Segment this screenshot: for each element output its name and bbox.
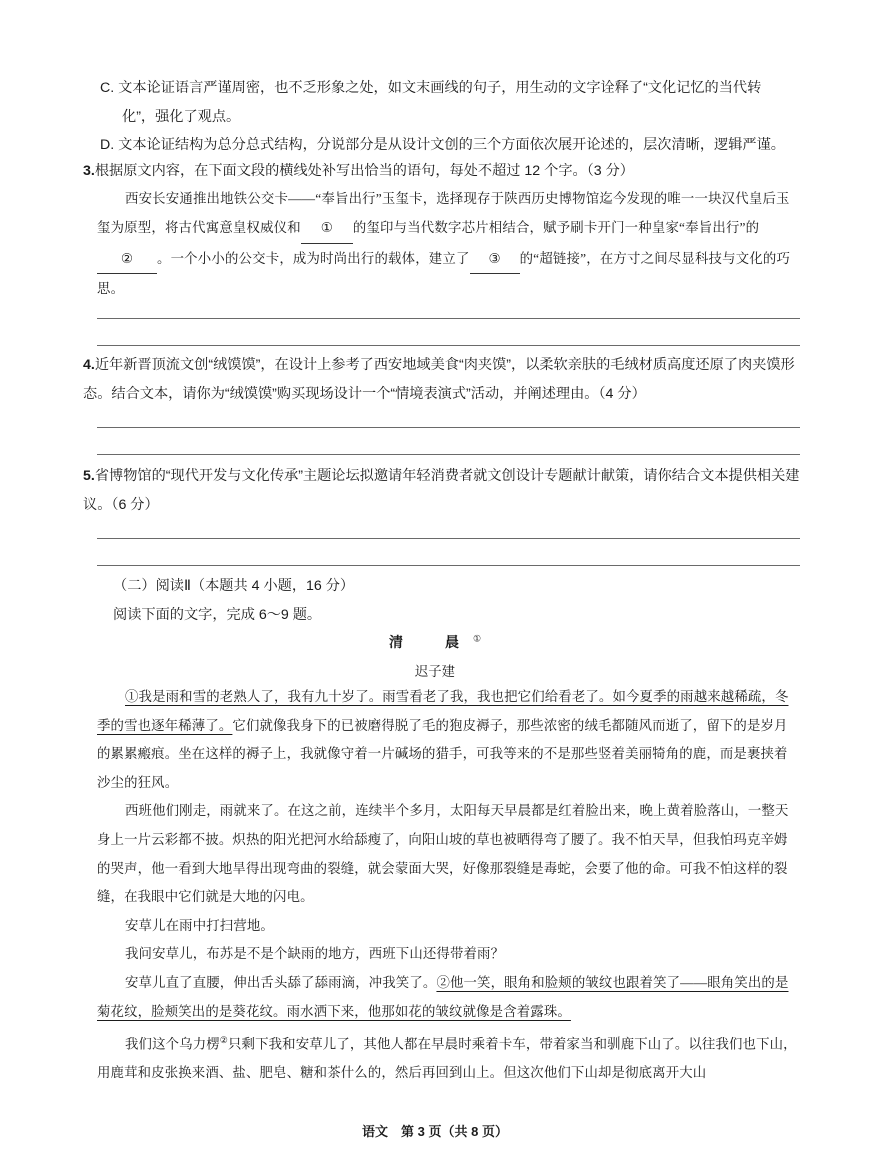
question-3-number: 3. <box>83 163 95 179</box>
story-paragraph-4: 我问安草儿，布苏是不是个缺雨的地方，西班下山还得带着雨？ <box>125 946 505 962</box>
page-footer: 语文 第 3 页（共 8 页） <box>362 1124 508 1139</box>
section-heading: （二）阅读Ⅱ（本题共 4 小题，16 分） <box>113 578 355 594</box>
answer-line-q4-1[interactable] <box>97 427 800 428</box>
blank-3[interactable]: ③ <box>470 244 520 274</box>
option-c-line2: 化”，强化了观点。 <box>122 109 241 125</box>
passage-part-b: 的玺印与当代数字芯片相结合，赋予刷卡开门一种皇家“奉旨出行”的 <box>352 220 760 236</box>
question-5 <box>83 462 801 520</box>
blank-1[interactable]: ① <box>301 213 353 243</box>
story-paragraph-3: 安草儿在雨中打扫营地。 <box>125 917 274 933</box>
option-d <box>100 131 800 160</box>
story-paragraph-6-start: 我们这个乌力楞 <box>125 1036 220 1052</box>
answer-line-q5-1[interactable] <box>97 538 800 539</box>
answer-line-q5-2[interactable] <box>97 565 800 566</box>
title-footnote-mark: ① <box>472 633 482 644</box>
story-paragraph-6 <box>97 1026 800 1088</box>
question-4 <box>83 351 801 409</box>
section-instruction: 阅读下面的文字，完成 6～9 题。 <box>113 607 322 623</box>
question-4-number: 4. <box>83 357 95 373</box>
story-paragraph-1 <box>97 683 800 797</box>
story-body <box>97 683 800 1088</box>
passage-part-a: 西安长安通推出地铁公交卡——“奉旨出行”玉玺卡，选择现存于陕西历史博物馆迄今发现的唯一一块汉代皇后玉玺为原型，将古代寓意皇权威仪和 <box>97 191 790 236</box>
question-3-text: 根据原文内容，在下面文段的横线处补写出恰当的语句，每处不超过 12 个字。（3 分） <box>94 163 634 179</box>
underlined-sentence-1: ①我是雨和雪的老熟人了，我有九十岁了。雨雪看老了我，我也把它们给看老了。如今夏季的雨越来越稀疏，冬季的雪也逐年稀薄了。 <box>97 689 789 733</box>
passage-part-c: 。一个小小的公交卡，成为时尚出行的载体，建立了 <box>157 250 470 266</box>
question-3 <box>83 157 801 186</box>
question-4-text: 近年新晋顶流文创“绒馍馍”，在设计上参考了西安地域美食“肉夹馍”，以柔软亲肤的毛绒材质高度还原了肉夹馍形态。结合文本，请你为“绒馍馍”购买现场设计一个“情境表演式”活动，并阐述理由。（4 分） <box>83 357 795 402</box>
story-paragraph-5 <box>97 969 800 1026</box>
option-c-line1: C. 文本论证语言严谨周密，也不乏形象之处，如文末画线的句子，用生动的文字诠释了“文化记忆的当代转 <box>100 80 762 96</box>
question-5-text: 省博物馆的“现代开发与文化传承”主题论坛拟邀请年轻消费者就文创设计专题献计献策，请你结合文本提供相关建议。（6 分） <box>83 468 800 513</box>
blank-2[interactable]: ② <box>97 244 157 274</box>
option-c <box>100 74 800 132</box>
story-paragraph-5-start: 安草儿直了直腰，伸出舌头舔了舔雨滴，冲我笑了。 <box>125 974 437 990</box>
story-author: 迟子建 <box>414 664 456 679</box>
answer-line-q3-1[interactable] <box>97 318 800 319</box>
answer-line-q3-2[interactable] <box>97 345 800 346</box>
footnote-mark-2: ② <box>219 1035 229 1046</box>
underlined-sentence-2: ②他一笑，眼角和脸颊的皱纹也跟着笑了——眼角笑出的是菊花纹，脸颊笑出的是葵花纹。雨水洒下来，他那如花的皱纹就像是含着露珠。 <box>97 974 789 1019</box>
story-paragraph-1-rest: 它们就像我身下的已被磨得脱了毛的狍皮褥子，那些浓密的绒毛都随风而逝了，留下的是岁月的累累瘢痕。坐在这样的褥子上，我就像守着一片碱场的猎手，可我等来的不是那些竖着美丽犄角的鹿，而是裹挟着沙尘的狂风。 <box>97 717 788 790</box>
story-paragraph-6-rest: 只剩下我和安草儿了，其他人都在早晨时乘着卡车，带着家当和驯鹿下山了。以往我们也下山，用鹿茸和皮张换来酒、盐、肥皂、糖和茶什么的，然后再回到山上。但这次他们下山却是彻底离开大山 <box>97 1036 797 1081</box>
question-3-passage <box>97 184 800 304</box>
passage-part-d: 的“超链接”，在方寸之间尽显科技与文化的巧思。 <box>97 250 791 297</box>
story-title <box>0 632 870 652</box>
question-5-number: 5. <box>83 468 95 484</box>
option-d-line1: D. 文本论证结构为总分总式结构，分说部分是从设计文创的三个方面依次展开论述的，层次清晰，逻辑严谨。 <box>100 137 785 153</box>
story-paragraph-2: 西班他们刚走，雨就来了。在这之前，连续半个多月，太阳每天早晨都是红着脸出来，晚上黄着脸落山，一整天身上一片云彩都不披。炽热的阳光把河水给舔瘦了，向阳山坡的草也被晒得弯了腰了。我不怕天旱，但我怕玛克辛姆的哭声，他一看到大地旱得出现弯曲的裂缝，就会蒙面大哭，好像那裂缝是毒蛇，会要了他的命。可我不怕这样的裂缝，在我眼中它们就是大地的闪电。 <box>97 803 789 905</box>
answer-line-q4-2[interactable] <box>97 454 800 455</box>
story-title-text: 清 晨 <box>388 636 473 651</box>
